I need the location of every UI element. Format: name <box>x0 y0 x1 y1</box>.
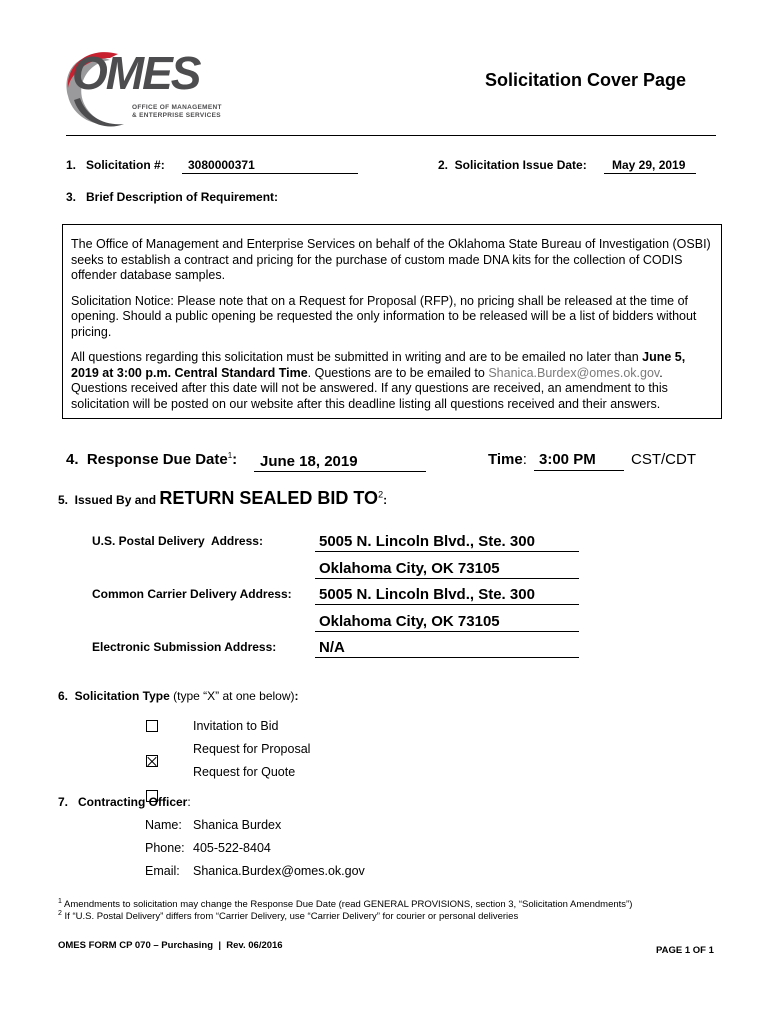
questions-email-link[interactable]: Shanica.Burdex@omes.ok.gov <box>488 365 660 380</box>
electronic-address-value: N/A <box>319 639 345 656</box>
description-paragraph-2: Solicitation Notice: Please note that on a Request for Proposal (RFP), no pricing shall be released at the time of opening. Should a public opening be requested the only information to be released will be a list of bidders without pricing. <box>71 293 697 339</box>
time-field[interactable] <box>534 451 624 471</box>
electronic-address-field[interactable] <box>315 639 579 658</box>
postal-address-line2[interactable] <box>315 560 579 579</box>
time-label-colon: : <box>522 451 527 468</box>
option-request-for-proposal: Request for Proposal <box>193 742 311 756</box>
p3-text-b: . Questions are to be emailed to <box>307 365 489 380</box>
solicitation-number-label: 1. Solicitation #: <box>66 158 165 172</box>
footnote-ref-2: 2 <box>378 489 384 500</box>
time-label <box>488 451 527 468</box>
p3-text-c: . Questions received after this date will not be answered. If any questions are received, an amendment to this solicitation will be posted on our website after this deadline listing all questions received and their answers. <box>71 365 668 411</box>
response-due-label <box>66 451 237 468</box>
issued-by-small: 5. Issued By and <box>58 493 160 507</box>
officer-email[interactable]: Shanica.Burdex@omes.ok.gov <box>193 864 365 878</box>
solicitation-type-label-text: 6. Solicitation Type <box>58 689 170 703</box>
time-value: 3:00 PM <box>539 451 596 468</box>
officer-phone-label: Phone: <box>145 841 185 855</box>
footnote-1-mark: 1 <box>58 898 62 905</box>
officer-email-label: Email: <box>145 864 180 878</box>
omes-logo <box>60 44 235 136</box>
carrier-address-label: Common Carrier Delivery Address: <box>92 587 292 601</box>
solicitation-number-field[interactable] <box>182 158 358 174</box>
time-label-text: Time <box>488 451 523 468</box>
logo-wordmark: OMES <box>72 47 200 99</box>
solicitation-type-colon: : <box>294 689 299 703</box>
description-box[interactable] <box>62 224 722 419</box>
option-request-for-quote: Request for Quote <box>193 765 296 779</box>
form-id: OMES FORM CP 070 – Purchasing | Rev. 06/2016 <box>58 940 283 951</box>
footnote-1-text: Amendments to solicitation may change the Response Due Date (read GENERAL PROVISIONS, section 3, “Solicitation Amendments”) <box>64 899 633 911</box>
electronic-address-label: Electronic Submission Address: <box>92 640 277 654</box>
timezone: CST/CDT <box>631 451 696 468</box>
description-label: 3. Brief Description of Requirement: <box>66 190 279 204</box>
checkbox-invitation-to-bid[interactable] <box>146 720 158 732</box>
postal-address-label: U.S. Postal Delivery Address: <box>92 534 263 548</box>
question-deadline: June 5, 2019 at 3:00 p.m. Central Standard Time <box>71 350 686 380</box>
postal-address-line1[interactable] <box>315 533 579 552</box>
logo-subtitle-line1: OFFICE OF MANAGEMENT <box>132 104 222 111</box>
footnote-2-text: If “U.S. Postal Delivery” differs from “Carrier Delivery, use “Carrier Delivery” for courier or personal deliveries <box>64 911 519 923</box>
issue-date-field[interactable] <box>604 158 696 174</box>
checkbox-request-for-proposal[interactable] <box>146 755 158 767</box>
page-title: Solicitation Cover Page <box>485 70 687 90</box>
postal-line1-text: 5005 N. Lincoln Blvd., Ste. 300 <box>319 533 535 550</box>
footnote-1 <box>58 898 632 910</box>
issued-by-colon: : <box>383 493 388 507</box>
response-due-colon: : <box>232 451 238 468</box>
return-sealed-bid: RETURN SEALED BID TO <box>159 488 379 508</box>
carrier-line1-text: 5005 N. Lincoln Blvd., Ste. 300 <box>319 586 535 603</box>
solicitation-type-label <box>58 689 299 703</box>
option-invitation-to-bid: Invitation to Bid <box>193 719 279 733</box>
response-due-label-text: 4. Response Due Date <box>66 451 228 468</box>
p3-text-a: All questions regarding this solicitation must be submitted in writing and are to be emailed no later than <box>71 350 643 364</box>
response-due-date-field[interactable] <box>254 453 426 472</box>
solicitation-type-note: (type “X” at one below) <box>169 689 295 703</box>
header-rule <box>66 135 716 136</box>
carrier-address-line2[interactable] <box>315 613 579 632</box>
logo-subtitle-line2: & ENTERPRISE SERVICES <box>132 112 221 119</box>
description-paragraph-3 <box>71 350 713 412</box>
footnote-2-mark: 2 <box>58 910 62 917</box>
officer-name-label: Name: <box>145 818 182 832</box>
officer-phone: 405-522-8404 <box>193 841 271 855</box>
description-paragraph-1: The Office of Management and Enterprise Services on behalf of the Oklahoma State Bureau of Investigation (OSBI) seeks to establish a contract and pricing for the purchase of custom made DNA kits for the collection of CODIS offender database samples. <box>71 237 711 282</box>
solicitation-number-value: 3080000371 <box>188 158 255 172</box>
postal-line2-text: Oklahoma City, OK 73105 <box>319 560 500 577</box>
issue-date-label: 2. Solicitation Issue Date: <box>438 158 587 172</box>
contracting-officer-label-text: 7. Contracting Officer <box>58 795 188 809</box>
carrier-line2-text: Oklahoma City, OK 73105 <box>319 613 500 630</box>
carrier-address-line1[interactable] <box>315 586 579 605</box>
response-due-date-value: June 18, 2019 <box>260 453 358 470</box>
issue-date-value: May 29, 2019 <box>612 158 686 172</box>
page-number: PAGE 1 OF 1 <box>656 945 714 956</box>
issued-by-label <box>58 488 387 509</box>
footnote-2 <box>58 910 518 922</box>
contracting-officer-label <box>58 795 191 809</box>
contracting-officer-colon: : <box>187 795 191 809</box>
officer-name: Shanica Burdex <box>193 818 282 832</box>
footnote-ref-1: 1 <box>227 451 233 460</box>
